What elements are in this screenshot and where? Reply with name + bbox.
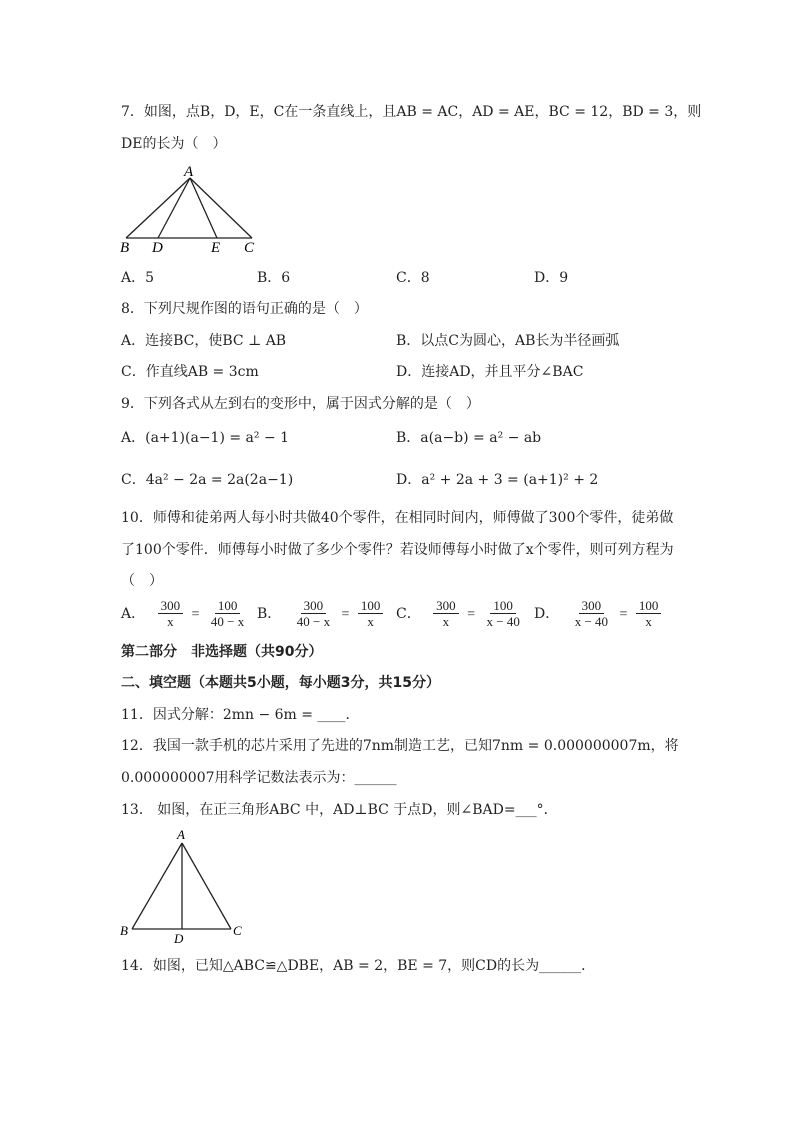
denominator: x − 40 (486, 614, 520, 629)
q13-label-b: B (120, 923, 128, 938)
q10-option-c[interactable] (396, 598, 525, 629)
denominator: x (442, 614, 450, 629)
fraction-left (158, 598, 184, 629)
q13-label-a: A (177, 827, 185, 842)
q8-option-a[interactable]: A．连接BC，使BC ⊥ AB (121, 333, 287, 349)
section-part2-heading: 第二部分 非选择题（共90分） (121, 644, 323, 660)
q7-option-d[interactable]: D．9 (534, 270, 569, 286)
q7-stem-line2: DE的长为（ ） (121, 136, 227, 152)
q13-segment-ab (132, 843, 182, 929)
numerator: 100 (490, 598, 516, 614)
q8-option-b[interactable]: B．以点C为圆心，AB长为半径画弧 (396, 333, 620, 349)
equals-sign: = (619, 606, 628, 622)
q9-stem: 9．下列各式从左到右的变形中，属于因式分解的是（ ） (121, 396, 480, 412)
q9-option-c[interactable]: C．4a² − 2a = 2a(2a−1) (121, 472, 294, 488)
numerator: 300 (301, 598, 327, 614)
q12-stem-line1: 12．我国一款手机的芯片采用了先进的7nm制造工艺，已知7nm = 0.000000007m，将 (121, 738, 679, 754)
q12-stem-line2: 0.000000007用科学记数法表示为：______ (121, 770, 397, 786)
q10-stem-line2: 了100个零件．师傅每小时做了多少个零件？若设师傅每小时做了x个零件，则可列方程为 (121, 542, 674, 558)
option-label: A． (121, 605, 146, 622)
q13-label-c: C (233, 923, 242, 938)
q10-option-d[interactable] (534, 598, 663, 629)
q8-option-d[interactable]: D．连接AD，并且平分∠BAC (396, 364, 584, 380)
denominator: 40 − x (296, 614, 331, 629)
denominator: x (167, 614, 174, 629)
numerator: 100 (215, 598, 241, 614)
numerator: 100 (358, 598, 384, 614)
q13-stem: 13． 如图，在正三角形ABC 中，AD⊥BC 于点D，则∠BAD=___°． (121, 802, 558, 818)
denominator: x (645, 614, 652, 629)
q7-option-c[interactable]: C．8 (396, 270, 430, 286)
fraction-left (294, 598, 333, 629)
fraction-right (636, 598, 662, 629)
equals-sign: = (341, 606, 350, 622)
q8-option-c[interactable]: C．作直线AB = 3cm (121, 364, 259, 380)
q13-segment-ac (182, 843, 231, 929)
q7-segment-ab (126, 178, 190, 238)
numerator: 300 (579, 598, 605, 614)
q7-option-a[interactable]: A．5 (121, 270, 155, 286)
q14-stem: 14．如图，已知△ABC≌△DBE，AB = 2，BE = 7，则CD的长为______． (121, 958, 596, 974)
option-label: D． (534, 605, 560, 622)
denominator: x (367, 614, 374, 629)
option-label: C． (396, 605, 421, 622)
q7-segment-ac (190, 178, 252, 238)
q10-stem-line3: （ ） (121, 573, 163, 589)
denominator: 40 − x (210, 614, 245, 629)
fraction-right (208, 598, 247, 629)
q8-stem: 8．下列尺规作图的语句正确的是（ ） (121, 301, 368, 317)
q7-option-b[interactable]: B．6 (257, 270, 291, 286)
equals-sign: = (191, 606, 200, 622)
q10-stem-line1: 10．师傅和徒弟两人每小时共做40个零件，在相同时间内，师傅做了300个零件，徒弟做 (121, 510, 674, 526)
q7-label-c: C (244, 240, 255, 256)
q7-figure (110, 160, 270, 260)
q11-stem: 11．因式分解：2mn − 6m = ____． (121, 707, 360, 723)
q7-label-e: E (211, 240, 221, 256)
q7-segment-ae (190, 178, 217, 238)
option-label: B． (257, 605, 282, 622)
q10-option-a[interactable] (121, 598, 249, 629)
equals-sign: = (467, 606, 476, 622)
section-fill-heading: 二、填空题（本题共5小题，每小题3分，共15分） (121, 675, 440, 691)
q9-option-b[interactable]: B．a(a−b) = a² − ab (396, 430, 542, 446)
q7-label-a: A (184, 164, 194, 180)
fraction-left (433, 598, 459, 629)
q10-option-b[interactable] (257, 598, 385, 629)
denominator: x − 40 (574, 614, 609, 629)
fraction-right (358, 598, 384, 629)
q9-option-d[interactable]: D．a² + 2a + 3 = (a+1)² + 2 (396, 472, 599, 488)
numerator: 300 (158, 598, 184, 614)
q10-options (121, 598, 681, 638)
q7-stem-line1: 7．如图，点B，D，E，C在一条直线上，且AB = AC，AD = AE，BC = 12，BD = 3，则 (121, 104, 702, 120)
numerator: 100 (636, 598, 662, 614)
q9-option-a[interactable]: A．(a+1)(a−1) = a² − 1 (121, 430, 290, 446)
q7-label-d: D (152, 240, 163, 256)
q7-label-b: B (120, 240, 130, 256)
numerator: 300 (433, 598, 459, 614)
q13-figure (112, 825, 252, 947)
q13-label-d: D (174, 931, 184, 946)
q7-segment-ad (158, 178, 190, 238)
fraction-right (483, 598, 522, 629)
fraction-left (572, 598, 611, 629)
